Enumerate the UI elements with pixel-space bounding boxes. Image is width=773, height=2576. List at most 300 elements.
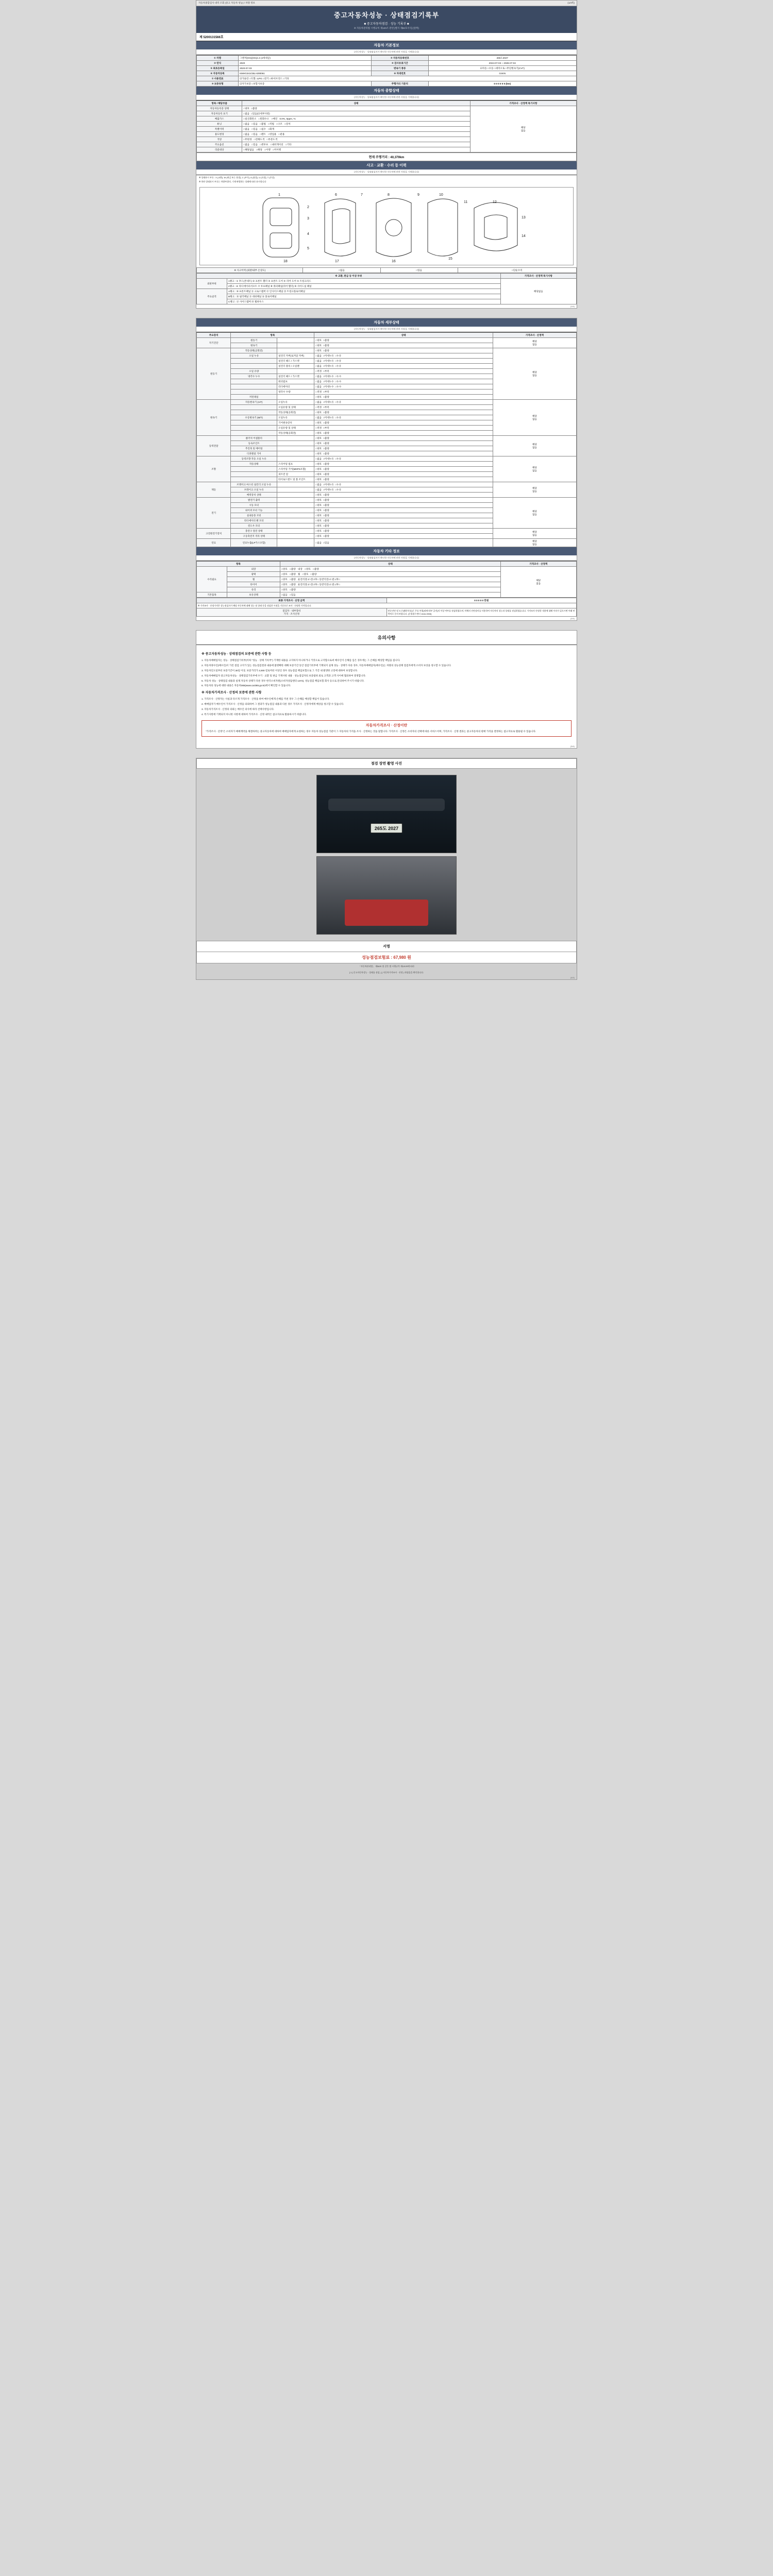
row-state[interactable] bbox=[242, 116, 470, 122]
detail-item-label bbox=[231, 426, 277, 431]
detail-state-cell[interactable] bbox=[314, 467, 493, 472]
checkbox-option[interactable]: □없음 bbox=[315, 359, 322, 362]
detail-state-cell[interactable] bbox=[314, 364, 493, 369]
checkbox-option[interactable]: □불량 bbox=[323, 442, 329, 445]
table-row bbox=[197, 348, 577, 353]
detail-state-cell[interactable] bbox=[314, 348, 493, 353]
detail-item-label: 등속조인트 bbox=[231, 441, 277, 446]
detail-state-cell[interactable] bbox=[314, 369, 493, 374]
notice-heading-2: ※ 자동차가격조사 · 산정의 보증에 관한 사항 bbox=[201, 691, 262, 695]
checkbox-option[interactable]: □불량 bbox=[290, 578, 296, 581]
section-overall-note: (자동차성능 · 상태점검자가 확인한 자동차에 관한 사항을 기재합니다) bbox=[196, 95, 577, 100]
detail-state-cell[interactable] bbox=[314, 384, 493, 389]
price-note-cell: 해당 없음 bbox=[493, 338, 576, 348]
license-plate: 265도 2027 bbox=[371, 823, 402, 833]
detail-state-cell[interactable] bbox=[314, 529, 493, 534]
checkbox-option[interactable]: □불량 bbox=[323, 478, 329, 481]
section-basic-info-note: (자동차성능 · 상태점검자가 확인한 자동차에 관한 사항을 기재합니다) bbox=[196, 49, 577, 55]
cell-label: ① 차명 bbox=[197, 56, 239, 61]
checkbox-option[interactable]: □양호 bbox=[315, 452, 322, 455]
checkbox-option[interactable]: □미세누유 bbox=[323, 400, 334, 403]
checkbox-option[interactable]: □없음 bbox=[315, 457, 322, 460]
checkbox-option[interactable]: □없음 bbox=[243, 143, 250, 146]
row-state[interactable] bbox=[280, 582, 500, 587]
checkbox-option[interactable]: □있음 bbox=[323, 541, 329, 544]
checkbox-option[interactable]: □불량 bbox=[323, 452, 329, 455]
svg-text:2: 2 bbox=[307, 206, 309, 209]
checkbox-option[interactable]: □불법 bbox=[260, 122, 266, 125]
final-price-value: 0 0 0 0 0 만원 bbox=[386, 598, 577, 603]
detail-state-cell[interactable] bbox=[314, 420, 493, 426]
detail-state-cell[interactable] bbox=[314, 503, 493, 508]
checkbox-option[interactable]: □불량 bbox=[290, 572, 296, 575]
footer-line-1: 「자동차관리법」 제58조 및 같은 법 시행규칙 제120조에 따라 bbox=[358, 965, 415, 968]
rank-text: 1랭크 : ① 후드(본네트) ② 프론트 휀더 ③ 프론트 도어 ④ 리어 도어 ⑤ 트렁크리드 bbox=[227, 279, 500, 284]
checkbox-option[interactable]: □불량 bbox=[323, 493, 329, 496]
detail-state-cell[interactable] bbox=[314, 451, 493, 456]
detail-state-cell[interactable] bbox=[314, 415, 493, 420]
checkbox-option[interactable]: □불량 bbox=[323, 472, 329, 476]
row-state[interactable] bbox=[242, 122, 470, 127]
table-row bbox=[197, 608, 577, 617]
checkbox-option[interactable]: □미세누수 bbox=[323, 375, 334, 378]
checkbox-option[interactable]: □부족 bbox=[323, 390, 329, 393]
checkbox-option[interactable]: □불량 bbox=[323, 447, 329, 450]
detail-subitem-label bbox=[277, 348, 314, 353]
checkbox-option[interactable]: □불량 bbox=[323, 529, 329, 532]
checkbox-option[interactable]: □구조 bbox=[276, 122, 282, 125]
svg-text:12: 12 bbox=[493, 200, 497, 204]
window-left-text: 자동차종합검사 내역 조회 (중고 자동차 성능) / 차량 정보 bbox=[198, 2, 255, 4]
detail-subitem-label: 실린더 헤드 / 가스켓 bbox=[277, 374, 314, 379]
row-state[interactable] bbox=[280, 577, 500, 582]
checkbox-option[interactable]: □불량 bbox=[310, 572, 317, 575]
detail-subitem-label bbox=[277, 539, 314, 547]
detail-state-cell[interactable] bbox=[314, 462, 493, 467]
detail-state-cell[interactable] bbox=[314, 493, 493, 498]
row-label: 용도변경 bbox=[197, 132, 242, 137]
section-detail-bar: 자동차 세부상태 bbox=[196, 318, 577, 327]
price-note-cell: 해당 없음 bbox=[470, 106, 576, 152]
checkbox-option[interactable]: □양호 bbox=[281, 572, 288, 575]
detail-subitem-label bbox=[277, 395, 314, 400]
detail-subitem-label: 오일누유 bbox=[277, 400, 314, 405]
checkbox-option[interactable]: □양호 bbox=[315, 344, 322, 347]
table-row bbox=[197, 400, 577, 405]
detail-item-label bbox=[231, 472, 277, 477]
row-state[interactable] bbox=[242, 147, 470, 152]
checkbox-option[interactable]: □없음 bbox=[315, 483, 322, 486]
detail-subitem-label bbox=[277, 369, 314, 374]
checkbox-option[interactable]: □누수 bbox=[335, 380, 342, 383]
detail-subitem-label bbox=[277, 518, 314, 523]
notice-item: 3. 자동차인도일부터 보증기간이 30일 이상, 보증거리가 2,000 킬로미터 이상인 경우 성능점검 책임보험으로 그 기간 내 발생한 고장에 대하여 보상합니다. bbox=[201, 669, 358, 672]
detail-subitem-label: 작동상태(공회전) bbox=[277, 431, 314, 436]
checkbox-option[interactable]: □불량 bbox=[323, 436, 329, 439]
checkbox-option[interactable]: □미세누수 bbox=[323, 385, 334, 388]
checkbox-option[interactable]: □미세누유 bbox=[323, 416, 334, 419]
detail-state-cell[interactable] bbox=[314, 523, 493, 529]
checkbox-option[interactable]: □누유 bbox=[335, 483, 342, 486]
table-row bbox=[197, 529, 577, 534]
checkbox-option[interactable]: □적정 bbox=[315, 390, 322, 393]
detail-state-cell[interactable] bbox=[314, 513, 493, 518]
detail-state-cell[interactable] bbox=[314, 498, 493, 503]
detail-state-cell[interactable] bbox=[314, 539, 493, 547]
parts-rank-table bbox=[196, 273, 577, 304]
detail-item-label bbox=[231, 431, 277, 436]
table-row bbox=[197, 279, 577, 284]
checkbox-option[interactable]: □있음 bbox=[251, 132, 258, 135]
checkbox-option[interactable]: □미세누유 bbox=[323, 483, 334, 486]
detail-state-cell[interactable] bbox=[314, 482, 493, 487]
svg-text:13: 13 bbox=[522, 216, 526, 219]
detail-state-cell[interactable] bbox=[314, 456, 493, 462]
checkbox-option[interactable]: □없음 bbox=[315, 375, 322, 378]
checkbox-option[interactable]: □누수 bbox=[335, 375, 342, 378]
detail-state-cell[interactable] bbox=[314, 446, 493, 451]
checkbox-option[interactable]: □양호 bbox=[315, 431, 322, 434]
checkbox-option[interactable]: □양호 bbox=[315, 421, 322, 424]
checkbox-option[interactable]: □해당 bbox=[256, 148, 262, 151]
detail-group-label: 전기 bbox=[197, 498, 231, 529]
detail-item-label bbox=[231, 467, 277, 472]
detail-subitem-label: 워터펌프 bbox=[277, 379, 314, 384]
checkbox-option[interactable]: □누유 bbox=[335, 359, 342, 362]
checkbox-option[interactable]: □일산화탄소 bbox=[243, 117, 257, 120]
checkbox-option[interactable]: □없음 bbox=[315, 364, 322, 367]
checkbox-option[interactable]: □누유 bbox=[335, 354, 342, 357]
checkbox-option[interactable]: □없음 bbox=[315, 416, 322, 419]
checkbox-option[interactable]: □불량 bbox=[323, 524, 329, 527]
checkbox-option[interactable]: □불량 bbox=[290, 588, 296, 591]
detail-subitem-label: 오일유량 및 상태 bbox=[277, 405, 314, 410]
sheet-3 bbox=[196, 630, 577, 749]
checkbox-option[interactable]: □없음 bbox=[315, 380, 322, 383]
checkbox-option[interactable]: □불량 bbox=[290, 567, 296, 570]
row-label: 튜닝 bbox=[197, 122, 242, 127]
checkbox-option[interactable]: □양호 bbox=[315, 338, 322, 342]
checkbox-option[interactable]: □단순수리 bbox=[458, 268, 576, 273]
checkbox-option[interactable]: □불량 bbox=[323, 514, 329, 517]
detail-state-cell[interactable] bbox=[314, 389, 493, 395]
checkbox-option[interactable]: □적정 bbox=[315, 405, 322, 409]
checkbox-option[interactable]: □불량 bbox=[323, 338, 329, 342]
checkbox-option[interactable]: □양호 bbox=[281, 583, 288, 586]
svg-text:1: 1 bbox=[278, 193, 280, 197]
detail-item-label: 실내송풍 모터 bbox=[231, 513, 277, 518]
checkbox-option[interactable]: □없음 bbox=[243, 112, 250, 115]
detail-state-cell[interactable] bbox=[314, 338, 493, 343]
checkbox-option[interactable]: □전체도색 bbox=[254, 138, 265, 141]
checkbox-option[interactable]: □양호 bbox=[315, 478, 322, 481]
checkbox-option[interactable]: □양호 bbox=[315, 467, 322, 470]
notice-item: 1. 자동차매매업자는 성능 · 상태점검기록부(이하 "성능 · 상태 기록부") 기재한 내용을 고지하지 아니하거나 거짓으로 고지함으로써 매수인이 손해를 입은 경우에는 그 손해를 배상할 책임을 집니다. bbox=[201, 659, 400, 662]
checkbox-option[interactable]: □불량 bbox=[323, 534, 329, 537]
row-state[interactable] bbox=[242, 111, 470, 116]
inspector-label-2: 가격 · 조사산정 bbox=[283, 612, 300, 615]
checkbox-option[interactable]: □해당없음 bbox=[243, 148, 254, 151]
detail-state-cell[interactable] bbox=[314, 441, 493, 446]
checkbox-option[interactable]: □부족 bbox=[323, 405, 329, 409]
checkbox-option[interactable]: □적법 bbox=[268, 122, 274, 125]
price-note-cell: 해당 없음 bbox=[493, 348, 576, 400]
notice-item: 4. 특기사항에 기재되지 아니한 사항에 대하여 가격조사 · 산정 내역은 참고자료로 활용하시기 바랍니다. bbox=[201, 713, 307, 716]
checkbox-option[interactable]: □양호 bbox=[315, 534, 322, 537]
section-detail-note: (자동차성능 · 상태점검자가 확인한 자동차에 관한 사항을 기재합니다) bbox=[196, 327, 577, 332]
checkbox-option[interactable]: □장치 bbox=[284, 122, 291, 125]
row-state[interactable] bbox=[242, 142, 470, 147]
checkbox-option[interactable]: □불량 bbox=[323, 503, 329, 506]
checkbox-option[interactable]: □적정 bbox=[315, 426, 322, 429]
detail-state-cell[interactable] bbox=[314, 426, 493, 431]
detail-state-cell[interactable] bbox=[314, 508, 493, 513]
checkbox-option[interactable]: □부족 bbox=[323, 369, 329, 372]
checkbox-option[interactable]: □누유 bbox=[335, 364, 342, 367]
detail-subitem-label bbox=[277, 513, 314, 518]
checkbox-option[interactable]: □없음 bbox=[303, 268, 380, 273]
checkbox-option[interactable]: □불량 bbox=[323, 431, 329, 434]
row-sublabel: 휠 bbox=[227, 577, 280, 582]
cell-value: 그랜저(HG)(HG)2.4 (4세대급) bbox=[239, 56, 372, 61]
checkbox-option[interactable]: □내비게이션 bbox=[270, 143, 283, 146]
checkbox-option[interactable]: □양호 bbox=[281, 578, 288, 581]
checkbox-option[interactable]: □렌트 bbox=[260, 132, 266, 135]
checkbox-option[interactable]: □없음 bbox=[243, 122, 250, 125]
checkbox-option[interactable]: □불량 bbox=[251, 107, 257, 110]
checkbox-option[interactable]: □부족 bbox=[323, 426, 329, 429]
detail-subitem-label: 스티어링 펌프 bbox=[277, 462, 314, 467]
checkbox-option[interactable]: □없음 bbox=[315, 541, 322, 544]
mileage-counter: 0 0 0 0 0 0 (km) bbox=[428, 81, 576, 87]
checkbox-option[interactable]: □양호 bbox=[315, 447, 322, 450]
checkbox-option[interactable]: □양호 bbox=[315, 519, 322, 522]
detail-state-cell[interactable] bbox=[314, 518, 493, 523]
checkbox-option[interactable]: □양호 bbox=[315, 503, 322, 506]
checkbox-option[interactable]: □있음 bbox=[251, 143, 258, 146]
row-sublabel: 유리 bbox=[227, 587, 280, 592]
row-sublabel: 보유상태 bbox=[227, 592, 280, 598]
detail-subitem-label: 타이로드엔드 및 볼 조인트 bbox=[277, 477, 314, 482]
detail-item-label: 동력조향 작동 오일 누유 bbox=[231, 456, 277, 462]
detail-state-cell[interactable] bbox=[314, 431, 493, 436]
checkbox-option[interactable]: □없음 bbox=[315, 385, 322, 388]
checkbox-option[interactable]: □없음 bbox=[315, 400, 322, 403]
checkbox-option[interactable]: □불량 bbox=[323, 344, 329, 347]
detail-item-label: 추진축 및 베어링 bbox=[231, 446, 277, 451]
detail-state-cell[interactable] bbox=[314, 353, 493, 359]
detail-item-label: 변속기 bbox=[231, 343, 277, 348]
checkbox-option[interactable]: □무변경 bbox=[243, 138, 252, 141]
checkbox-option[interactable]: □양호 bbox=[315, 442, 322, 445]
photo-front bbox=[316, 775, 457, 853]
checkbox-option[interactable]: □없음 bbox=[315, 354, 322, 357]
row-state[interactable] bbox=[280, 567, 500, 572]
checkbox-option[interactable]: □누유 bbox=[335, 457, 342, 460]
checkbox-option[interactable]: □양호 bbox=[315, 514, 322, 517]
page-number: (1/4) bbox=[570, 305, 575, 308]
detail-item-label bbox=[231, 405, 277, 410]
table-header-row bbox=[197, 274, 577, 279]
detail-state-cell[interactable] bbox=[314, 410, 493, 415]
photo-highlight bbox=[328, 799, 445, 811]
checkbox-option[interactable]: □있음 bbox=[251, 127, 258, 130]
checkbox-option[interactable]: □미세누수 bbox=[323, 380, 334, 383]
checkbox-option[interactable]: □누유 bbox=[335, 416, 342, 419]
checkbox-option[interactable]: □관용 bbox=[278, 132, 285, 135]
detail-item-label: 발전기 출력 bbox=[231, 498, 277, 503]
detail-state-cell[interactable] bbox=[314, 400, 493, 405]
cell-value: 2020 bbox=[239, 61, 372, 66]
checkbox-option[interactable]: □적정 bbox=[315, 369, 322, 372]
checkbox-option[interactable]: □누수 bbox=[335, 385, 342, 388]
checkbox-option[interactable]: □화재 bbox=[268, 127, 274, 130]
checkbox-option[interactable]: □양호 bbox=[315, 498, 322, 501]
table-row bbox=[197, 76, 577, 81]
checkbox-option[interactable]: □누유 bbox=[335, 400, 342, 403]
price-note-cell: 해당 없음 bbox=[493, 529, 576, 539]
svg-text:15: 15 bbox=[448, 257, 452, 261]
checkbox-option[interactable]: □미세누유 bbox=[323, 364, 334, 367]
detail-subitem-label bbox=[277, 456, 314, 462]
checkbox-option[interactable]: □양호 bbox=[315, 529, 322, 532]
svg-text:6: 6 bbox=[335, 193, 337, 197]
table-row bbox=[197, 268, 577, 273]
checkbox-option[interactable]: □불량 bbox=[323, 349, 329, 352]
checkbox-option[interactable]: □있음(☑세부사항) bbox=[251, 112, 270, 115]
checkbox-option[interactable]: □없음 bbox=[243, 132, 250, 135]
detail-state-cell[interactable] bbox=[314, 405, 493, 410]
document-page bbox=[0, 0, 773, 980]
checkbox-option[interactable]: □침수 bbox=[260, 127, 266, 130]
detail-item-label: 커먼레일 bbox=[231, 395, 277, 400]
checkbox-option[interactable]: □양호 bbox=[315, 472, 322, 476]
tire-position-detail[interactable]: 운전석전□/□전□/후□ 동반석전□/□전□/후□ bbox=[298, 583, 340, 586]
checkbox-option[interactable]: □양호 bbox=[315, 524, 322, 527]
checkbox-option[interactable]: □양호 bbox=[315, 395, 322, 398]
checkbox-option[interactable]: □양호 bbox=[315, 493, 322, 496]
checkbox-option[interactable]: □불량 bbox=[290, 583, 296, 586]
checkbox-option[interactable]: □있음 bbox=[380, 268, 458, 273]
page-number: (2/4) bbox=[570, 617, 575, 620]
checkbox-option[interactable]: □부분도색 bbox=[266, 138, 278, 141]
checkbox-option[interactable]: □탄화수소 bbox=[258, 117, 270, 120]
row-state[interactable] bbox=[280, 572, 500, 577]
row-state[interactable] bbox=[242, 132, 470, 137]
checkbox-option[interactable]: □없음 bbox=[315, 488, 322, 491]
price-note-cell: 해당 없음 bbox=[500, 567, 576, 598]
rank-text: C랭크 : ⑰ 사이드멤버 ⑱ 휠하우스 bbox=[227, 299, 500, 304]
checkbox-option[interactable]: □양호 bbox=[315, 436, 322, 439]
row-state[interactable] bbox=[242, 127, 470, 132]
checkbox-option[interactable]: □불량 bbox=[313, 567, 319, 570]
checkbox-option[interactable]: □있음 bbox=[251, 122, 258, 125]
col-state: 상태 bbox=[242, 101, 470, 106]
final-price-label: 최종 가격조사 · 산정 금액 bbox=[197, 598, 387, 603]
checkbox-option[interactable]: □누유 bbox=[335, 488, 342, 491]
checkbox-option[interactable]: □이행 bbox=[264, 148, 271, 151]
checkbox-option[interactable]: □없음 bbox=[281, 593, 288, 596]
checkbox-option[interactable]: □미이행 bbox=[273, 148, 281, 151]
col-item: 항목 / 해당부품 bbox=[197, 101, 242, 106]
detail-state-cell[interactable] bbox=[314, 534, 493, 539]
checkbox-option[interactable]: □불량 bbox=[323, 421, 329, 424]
checkbox-option[interactable]: □불량 bbox=[323, 467, 329, 470]
detail-group-label: 고전원전기장치 bbox=[197, 529, 231, 539]
checkbox-option[interactable]: □양호 bbox=[315, 349, 322, 352]
detail-state-cell[interactable] bbox=[314, 472, 493, 477]
checkbox-option[interactable]: □양호 bbox=[281, 567, 288, 570]
row-state[interactable] bbox=[242, 106, 470, 111]
checkbox-option[interactable]: □기타 bbox=[285, 143, 292, 146]
row-label: 자동차등록증 상태 bbox=[197, 106, 242, 111]
row-state[interactable] bbox=[280, 587, 500, 592]
detail-state-cell[interactable] bbox=[314, 487, 493, 493]
checkbox-option[interactable]: □불량 bbox=[323, 498, 329, 501]
detail-state-cell[interactable] bbox=[314, 436, 493, 441]
col-note: 가격조사 · 산정액 특기사항 bbox=[470, 101, 576, 106]
checkbox-option[interactable]: □양호 bbox=[305, 567, 311, 570]
checkbox-option[interactable]: □미세누유 bbox=[323, 457, 334, 460]
detail-item-label: 충전구 절연 상태 bbox=[231, 529, 277, 534]
row-state[interactable] bbox=[280, 592, 500, 598]
checkbox-option[interactable]: □양호 bbox=[281, 588, 288, 591]
footer-line-2: [ 1 ] 중고자동차성능 · 상태를 점검, [ ] 자동차가격조사 · 산정 ) 하였음을 확인합니다. bbox=[349, 971, 424, 974]
detail-group-label: 원동기 bbox=[197, 348, 231, 400]
checkbox-option[interactable]: □썬루프 bbox=[260, 143, 268, 146]
checkbox-option[interactable]: □있음 bbox=[290, 593, 296, 596]
checkbox-option[interactable]: □불량 bbox=[323, 462, 329, 465]
checkbox-option[interactable]: □불량 bbox=[323, 395, 329, 398]
checkbox-option[interactable]: □영업용 bbox=[268, 132, 277, 135]
checkbox-option[interactable]: □미세누유 bbox=[323, 354, 334, 357]
checkbox-option[interactable]: □없음 bbox=[243, 127, 250, 130]
detail-state-cell[interactable] bbox=[314, 343, 493, 348]
checkbox-option[interactable]: □양호 bbox=[243, 107, 250, 110]
inspector-label bbox=[197, 608, 387, 617]
detail-subitem-label bbox=[277, 436, 314, 441]
notice-item: 2. 매매업자가 매수인이 가격조사 · 산정을 의뢰하여 그 결과가 성능점검 내용과 다른 경우 가격조사 · 산정자에게 배상을 청구할 수 있습니다. bbox=[201, 703, 344, 706]
price-note-cell: 해당 없음 bbox=[493, 539, 576, 547]
detail-state-cell[interactable] bbox=[314, 477, 493, 482]
detail-state-cell[interactable] bbox=[314, 374, 493, 379]
detail-state-cell[interactable] bbox=[314, 379, 493, 384]
sheet-4 bbox=[196, 758, 577, 980]
checkbox-option[interactable]: □미세누유 bbox=[323, 488, 334, 491]
checkbox-option[interactable]: □불량 bbox=[323, 411, 329, 414]
checkbox-option[interactable]: □불량 bbox=[323, 509, 329, 512]
detail-state-cell[interactable] bbox=[314, 395, 493, 400]
cell-value: 265도2027 bbox=[428, 56, 576, 61]
page-number: (4/4) bbox=[570, 976, 575, 979]
checkbox-option[interactable]: □양호 bbox=[315, 411, 322, 414]
document-header bbox=[196, 6, 577, 33]
checkbox-option[interactable]: □불량 bbox=[323, 519, 329, 522]
wheel-position-detail[interactable]: 운전석전□/□전□/후□ 동반석전□/□전□/후□ bbox=[298, 578, 340, 581]
cell-label: ⑧ 차대번호 bbox=[372, 71, 429, 76]
detail-state-cell[interactable] bbox=[314, 359, 493, 364]
checkbox-option[interactable]: □매연 bbox=[271, 117, 278, 120]
detail-subitem-label: 오일누유 bbox=[277, 415, 314, 420]
detail-item-label: 오일 유량 bbox=[231, 369, 277, 374]
checkbox-option[interactable]: □양호 bbox=[302, 572, 309, 575]
checkbox-option[interactable]: □미세누유 bbox=[323, 359, 334, 362]
row-state[interactable] bbox=[242, 137, 470, 142]
detail-subitem-label: 스티어링 기어(MDPS포함) bbox=[277, 467, 314, 472]
detail-item-label bbox=[231, 410, 277, 415]
checkbox-option[interactable]: □양호 bbox=[315, 509, 322, 512]
checkbox-option[interactable]: □양호 bbox=[315, 462, 322, 465]
